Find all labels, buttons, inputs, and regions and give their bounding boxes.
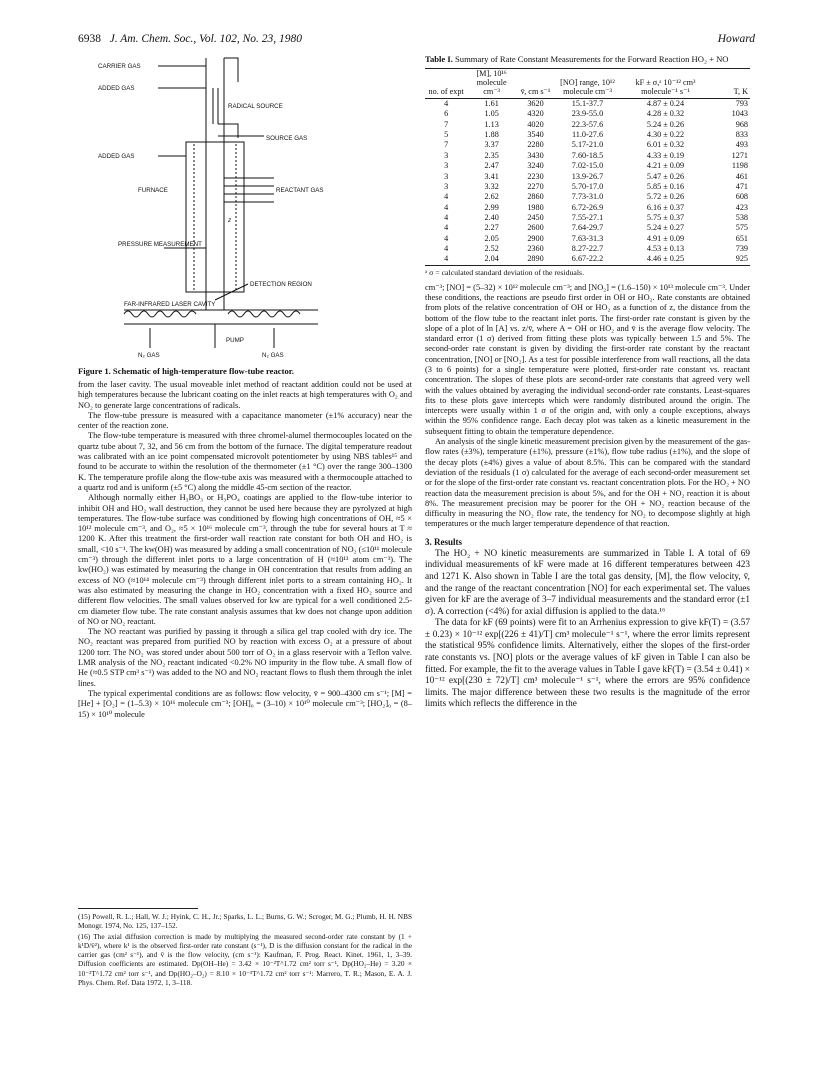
table-cell: 1.88 xyxy=(484,130,499,140)
flow-tube-schematic xyxy=(78,52,412,360)
table-row xyxy=(425,120,750,130)
table-cell: 3240 xyxy=(527,161,544,171)
table-cell: 2900 xyxy=(527,233,544,243)
table-cell: 6.01 ± 0.32 xyxy=(646,140,685,150)
table-cell: 3 xyxy=(444,181,449,191)
table-cell: 608 xyxy=(735,192,748,202)
table-cell: 4.46 ± 0.25 xyxy=(646,254,685,264)
table-row xyxy=(425,99,750,110)
table-cell: 2360 xyxy=(527,243,544,253)
running-header xyxy=(78,33,302,45)
table-cell: 13.9-26.7 xyxy=(571,171,604,181)
table-header: v̄, cm s⁻¹ xyxy=(520,86,551,96)
table-label: Table I. xyxy=(425,54,453,64)
table-cell: 4 xyxy=(444,243,449,253)
table-cell: 1.05 xyxy=(484,109,499,119)
table-cell: 2.52 xyxy=(484,243,499,253)
table-cell: 5.70-17.0 xyxy=(571,181,604,191)
n2-gas-label-left: N₂ GAS xyxy=(138,352,160,359)
table-cell: 3.37 xyxy=(484,140,499,150)
left-column-text xyxy=(78,380,412,720)
table-cell: 6 xyxy=(444,109,449,119)
table-cell: 4.33 ± 0.19 xyxy=(646,150,685,160)
pump-label: PUMP xyxy=(226,337,244,344)
table-cell: 4.91 ± 0.09 xyxy=(646,233,685,243)
table-cell: 7.73-31.0 xyxy=(571,192,604,202)
table-cell: 3 xyxy=(444,150,449,160)
source-gas-label: SOURCE GAS xyxy=(266,135,308,142)
left-paragraph: The typical experimental conditions are as follows: flow velocity, v̄ = 900–4300 cm s⁻¹; [M] = [He] + [O₂] = (1–5.3) × 10¹⁶ molecule cm⁻³; [OH]₀ = (3–10) × 10¹⁰ molecule cm⁻³; [HO₂]₀ = (8–15) × 10¹⁰ molecule xyxy=(78,688,412,719)
table-title-text: Summary of Rate Constant Measurements for the Forward Reaction HO₂ + NO xyxy=(455,54,729,64)
table-cell: 7 xyxy=(444,119,449,129)
table-cell: 22.3-57.6 xyxy=(571,119,604,129)
table-cell: 7.64-29.7 xyxy=(571,223,604,233)
table-header: [NO] range, 10¹² molecule cm⁻³ xyxy=(560,77,615,96)
table-cell: 7.60-18.5 xyxy=(571,150,604,160)
table-cell: 4020 xyxy=(527,119,544,129)
table-cell: 5.17-21.0 xyxy=(571,140,604,150)
table-cell: 3.32 xyxy=(484,181,499,191)
table-body xyxy=(425,99,750,266)
table-cell: 7.02-15.0 xyxy=(571,161,604,171)
n2-gas-label-right: N₂ GAS xyxy=(262,352,284,359)
table-cell: 575 xyxy=(735,223,748,233)
table-cell: 1198 xyxy=(731,161,748,171)
table-row xyxy=(425,244,750,254)
added-gas-label-1: ADDED GAS xyxy=(98,85,135,92)
table-cell: 1271 xyxy=(731,150,748,160)
table-cell: 2600 xyxy=(527,223,544,233)
author-header: Howard xyxy=(717,33,755,45)
table-cell: 925 xyxy=(735,254,748,264)
table-row xyxy=(425,192,750,202)
table-note: ᵃ σ = calculated standard deviation of the residuals. xyxy=(425,267,585,277)
table-cell: 4 xyxy=(444,223,449,233)
table-row xyxy=(425,223,750,233)
table-row xyxy=(425,151,750,161)
table-cell: 968 xyxy=(735,119,748,129)
table-cell: 4 xyxy=(444,192,449,202)
table-row xyxy=(425,130,750,140)
table-cell: 493 xyxy=(735,140,748,150)
table-row xyxy=(425,182,750,192)
table-header: no. of expt xyxy=(428,86,464,96)
table-cell: 461 xyxy=(735,171,748,181)
table-cell: 2860 xyxy=(527,192,544,202)
table-cell: 7.63-31.3 xyxy=(571,233,604,243)
right-paragraph: An analysis of the single kinetic measurement precision given by the measurement of the gas-flow rates (±3%), temperature (±1%), pressure (±1%), flow tube radius (±1%), and the slope of the decay plots (±4%) gives a value of about 8.5%. This can be compared with the standard deviation of the residuals (1 σ) calculated for the average of each second-order measurement set or for the slope of the first-order rate constant vs. reactant concentration plots. For the HO₂ + NO reaction data the measurement precision is about 5%, and for the OH + NO₂ reaction it is about 8%. The measurement precision may be poorer for the OH + NO₂ reaction because of the difficulty in measuring the NO₂ flow rate, the tendency for NO₂ to decompose slightly at high temperatures or the much larger temperature dependence of that reaction. xyxy=(425,437,750,529)
table-cell: 3 xyxy=(444,171,449,181)
table-cell: 4 xyxy=(444,254,449,264)
left-paragraph: The flow-tube pressure is measured with a capacitance manometer (±1% accuracy) near the center of the reaction zone. xyxy=(78,410,412,431)
table-row xyxy=(425,254,750,265)
table-row xyxy=(425,172,750,182)
table-row xyxy=(425,140,750,150)
table-row xyxy=(425,213,750,223)
schematic-svg xyxy=(78,52,412,360)
table-header: T, K xyxy=(733,86,748,96)
table-cell: 2270 xyxy=(527,181,544,191)
table-cell: 1980 xyxy=(527,202,544,212)
table-cell: 538 xyxy=(735,212,748,222)
detection-region-label: DETECTION REGION xyxy=(250,281,312,288)
table-cell: 6.67-22.2 xyxy=(571,254,604,264)
right-paragraph: cm⁻³; [NO] = (5–32) × 10¹² molecule cm⁻³; and [NO₂] = (1.6–150) × 10¹³ molecule cm⁻³. Under these conditions, the reactions are pseudo first order in OH or HO₂. Rate constants are obtained from plots of the relative concentration of OH or HO₂ as a function of z, the distance from the bottom of the flow tube to the reactant inlet ports. The first-order rate constant is given by the slope of a plot of ln [A] vs. z/v̄, where A = OH or HO₂ and v̄ is the average flow velocity. The standard error (1 σ) derived from fitting these plots was typically between 1.5 and 5%. The second-order rate constant is given by dividing the first-order rate constant by the reactant concentration, [NO] or [NO₂]. As a test for possible interference from wall reactions, all the data (3 to 6 points) for a single temperature were plotted, first-order rate constant vs. reactant concentration. The slopes of these plots are second-order rate constants that agreed very well with the values obtained by averaging the individual second-order rate constants. Least-squares fits to these plots gave intercepts which were randomly distributed around the origin. The intercepts were usually within 1 σ of the origin and, with only a couple exceptions, always within the 95% confidence range. Each decay plot was taken as a kinetic measurement in the subsequent fitting to obtain the temperature dependence. xyxy=(425,282,750,436)
reactant-gas-label: REACTANT GAS xyxy=(276,187,324,194)
radical-source-label: RADICAL SOURCE xyxy=(228,103,283,110)
laser-cavity-label: FAR-INFRARED LASER CAVITY xyxy=(124,301,216,308)
table-cell: 15.1-37.7 xyxy=(571,99,604,109)
table-cell: 4 xyxy=(444,202,449,212)
table-cell: 4.30 ± 0.22 xyxy=(646,130,685,140)
table-cell: 651 xyxy=(735,233,748,243)
table-cell: 4.53 ± 0.13 xyxy=(646,243,685,253)
table-cell: 4 xyxy=(444,233,449,243)
table-cell: 5.24 ± 0.26 xyxy=(646,119,685,129)
table-cell: 5.72 ± 0.26 xyxy=(646,192,685,202)
table-cell: 2.99 xyxy=(484,202,499,212)
table-cell: 1.61 xyxy=(484,99,499,109)
table-cell: 2.62 xyxy=(484,192,499,202)
table-cell: 4.87 ± 0.24 xyxy=(646,99,685,109)
table-row xyxy=(425,234,750,244)
rate-constant-table xyxy=(425,68,750,266)
table-cell: 3430 xyxy=(527,150,544,160)
table-title xyxy=(425,54,750,65)
table-cell: 2890 xyxy=(527,254,544,264)
results-paragraph: The data for kF (69 points) were fit to an Arrhenius expression to give kF(T) = (3.57 ± 0.23) × 10⁻¹² exp[(226 ± 41)/T] cm³ molecule⁻¹ s⁻¹, where the error limits represent the statistical 95% confidence limits. Alternatively, either the slopes of the first-order rate constants vs. [NO] plots or the average values of kF given in Table I can also be fitted. For example, the fit to the average values in Table I gave kF(T) = (3.54 ± 0.41) × 10⁻¹² exp[(230 ± 72)/T] cm³ molecule⁻¹ s⁻¹, where the errors are 95% confidence limits. The major difference between these two results is the magnitude of the error limits which reflects the difference in the xyxy=(425,618,750,710)
footnote-15: (15) Powell, R. L.; Hall, W. J.; Hyink, C. H., Jr.; Sparks, L. L.; Burns, G. W.; Scroger, M. G.; Plumb, H. H. NBS Monogr. 1974, No. 125, 137–152. xyxy=(78,912,412,931)
table-cell: 793 xyxy=(735,99,748,109)
table-cell: 833 xyxy=(735,130,748,140)
table-cell: 5.24 ± 0.27 xyxy=(646,223,685,233)
table-cell: 4 xyxy=(444,212,449,222)
furnace-label: FURNACE xyxy=(138,187,168,194)
table-cell: 4 xyxy=(444,99,449,109)
table-cell: 1043 xyxy=(731,109,748,119)
table-cell: 6.72-26.9 xyxy=(571,202,604,212)
left-paragraph: Although normally either H₃BO₃ or H₃PO₄ coatings are applied to the flow-tube interior to inhibit OH and HO₂ wall destruction, they cannot be used here because they are pyrolyzed at high temperatures. The flow-tube surface was conditioned by flowing high concentrations of OH, ≈5 × 10¹² molecule cm⁻³, and O₂, ≈5 × 10¹⁶ molecule cm⁻³, through the tube for several hours at T ≈ 1200 K. After this treatment the first-order wall reaction rate constant for both OH and HO₂ is small, <10 s⁻¹. The kw(OH) was measured by adding a small concentration of NO₂ (≤10¹¹ molecule cm⁻³) through the different inlet ports to a large concentration of H (≈10¹³ atom cm⁻³). The kw(HO₂) was estimated by measuring the change in OH concentration that results from adding an excess of NO (≈10¹⁴ molecule cm⁻³) through different inlet ports to a stream containing HO₂. It was also estimated by measuring the change in HO₂ concentration with a fixed HO₂ source and different flow velocities. The small values observed for kw are typical for a well conditioned 2.5-cm diameter flow tube. The rate constant analysis assumes that kw does not change upon addition of NO or NO₂ reactant. xyxy=(78,493,412,626)
table-cell: 3 xyxy=(444,161,449,171)
table-cell: 1.13 xyxy=(484,119,499,129)
table-cell: 5.85 ± 0.16 xyxy=(646,181,685,191)
footnotes xyxy=(78,908,412,989)
table-cell: 2230 xyxy=(527,171,544,181)
table-cell: 2.47 xyxy=(484,161,499,171)
table-cell: 8.27-22.7 xyxy=(571,243,604,253)
table-cell: 5.75 ± 0.37 xyxy=(646,212,685,222)
journal-citation: J. Am. Chem. Soc., Vol. 102, No. 23, 1980 xyxy=(109,33,303,45)
table-cell: 7.55-27.1 xyxy=(571,212,604,222)
table-cell: 739 xyxy=(735,243,748,253)
left-paragraph: The flow-tube temperature is measured with three chromel-alumel thermocouples located on the quartz tube about 7, 32, and 56 cm from the bottom of the furnace. The digital temperature readout was calibrated with an ice point compensated microvolt potentiometer by using NBS tables¹⁵ and found to be accurate to within the resolution of the thermometer (±1 °C) over the range 300–1300 K. The temperature profile along the flow-tube axis was measured with a thermocouple attached to a quartz rod and is uniform (±5 °C) along the middle 45-cm section of the reactor. xyxy=(78,431,412,492)
table-cell: 3620 xyxy=(527,99,544,109)
table-cell: 3.41 xyxy=(484,171,499,181)
table-header: kF ± σ,ᵃ 10⁻¹² cm³ molecule⁻¹ s⁻¹ xyxy=(635,77,696,96)
page-number: 6938 xyxy=(78,33,101,45)
right-column xyxy=(425,54,750,711)
table-cell: 2280 xyxy=(527,140,544,150)
carrier-gas-label: CARRIER GAS xyxy=(98,63,141,70)
table-cell: 2.05 xyxy=(484,233,499,243)
table-cell: 6.16 ± 0.37 xyxy=(646,202,685,212)
figure-caption: Figure 1. Schematic of high-temperature flow-tube reactor. xyxy=(78,366,294,376)
table-cell: 3540 xyxy=(527,130,544,140)
results-paragraph: The HO₂ + NO kinetic measurements are summarized in Table I. A total of 69 individual measurements of kF were made at 16 different temperatures between 423 and 1271 K. Also shown in Table I are the total gas density, [M], the flow velocity, v̄, and the range of the reactant concentration [NO] for each experimental set. The values given for kF are the average of 3–7 individual measurements and the standard error (±1 σ). A correction (<4%) for axial diffusion is applied to the data.¹⁶ xyxy=(425,548,750,617)
footnote-rule xyxy=(78,908,198,909)
table-row xyxy=(425,203,750,213)
table-cell: 7 xyxy=(444,140,449,150)
left-paragraph: The NO reactant was purified by passing it through a silica gel trap cooled with dry ice. The NO₂ reactant was prepared from purified NO by reaction with excess O₂ at a pressure of about 1200 torr. The NO₂ was stored under about 500 torr of O₂ in a glass reservoir with a Teflon valve. LMR analysis of the NO₂ reactant indicated <0.2% NO impurity in the flow tube. A small flow of He (≈0.5 STP cm³ s⁻¹) was added to the NO and NO₂ reactant flows to flush them through the inlet lines. xyxy=(78,627,412,688)
section-heading: 3. Results xyxy=(425,536,463,547)
pressure-measurement-label: PRESSURE MEASUREMENT xyxy=(118,241,202,248)
table-row xyxy=(425,109,750,119)
table-cell: 5.47 ± 0.26 xyxy=(646,171,685,181)
table-cell: 4.21 ± 0.09 xyxy=(646,161,685,171)
table-row xyxy=(425,161,750,171)
table-header: [M], 10¹⁶ molecule cm⁻³ xyxy=(476,68,507,96)
table-cell: 23.9-55.0 xyxy=(571,109,604,119)
table-cell: 2.35 xyxy=(484,150,499,160)
z-axis-label: z xyxy=(228,217,232,224)
footnote-16: (16) The axial diffusion correction is made by multiplying the measured second-order rate constant by (1 + k¹D/v̄²), where k¹ is the observed first-order rate constant (s⁻¹), D is the diffusion constant for the radical in the carrier gas (cm² s⁻¹), and v̄ is the flow velocity, (cm s⁻¹): Kaufman, F. Prog. React. Kinet. 1961, 1, 3–39. Diffusion coefficients are estimated. Dp(OH–He) = 3.42 × 10⁻²T^1.72 cm² torr s⁻¹, Dp(HO₂–He) = 3.20 × 10⁻²T^1.72 cm² torr s⁻¹, and Dp(HO₂–O₂) = 8.10 × 10⁻³T^1.72 cm² torr s⁻¹: Marrero, T. R.; Mason, E. A. J. Phys. Chem. Ref. Data 1972, 1, 3–118. xyxy=(78,932,412,987)
table-cell: 11.0-27.6 xyxy=(571,130,604,140)
table-cell: 2.40 xyxy=(484,212,499,222)
table-cell: 2450 xyxy=(527,212,544,222)
left-paragraph: from the laser cavity. The usual moveable inlet method of reactant addition could not be used at high temperatures because the lubricant coating on the inlet reacts at high temperatures with O₂ and NO₂ to generate large concentrations of radicals. xyxy=(78,380,412,410)
added-gas-label-2: ADDED GAS xyxy=(98,153,135,160)
table-cell: 5 xyxy=(444,130,449,140)
table-cell: 4.28 ± 0.32 xyxy=(646,109,685,119)
table-cell: 423 xyxy=(735,202,748,212)
table-cell: 4320 xyxy=(527,109,544,119)
table-cell: 471 xyxy=(735,181,748,191)
table-cell: 2.27 xyxy=(484,223,499,233)
table-cell: 2.04 xyxy=(484,254,499,264)
